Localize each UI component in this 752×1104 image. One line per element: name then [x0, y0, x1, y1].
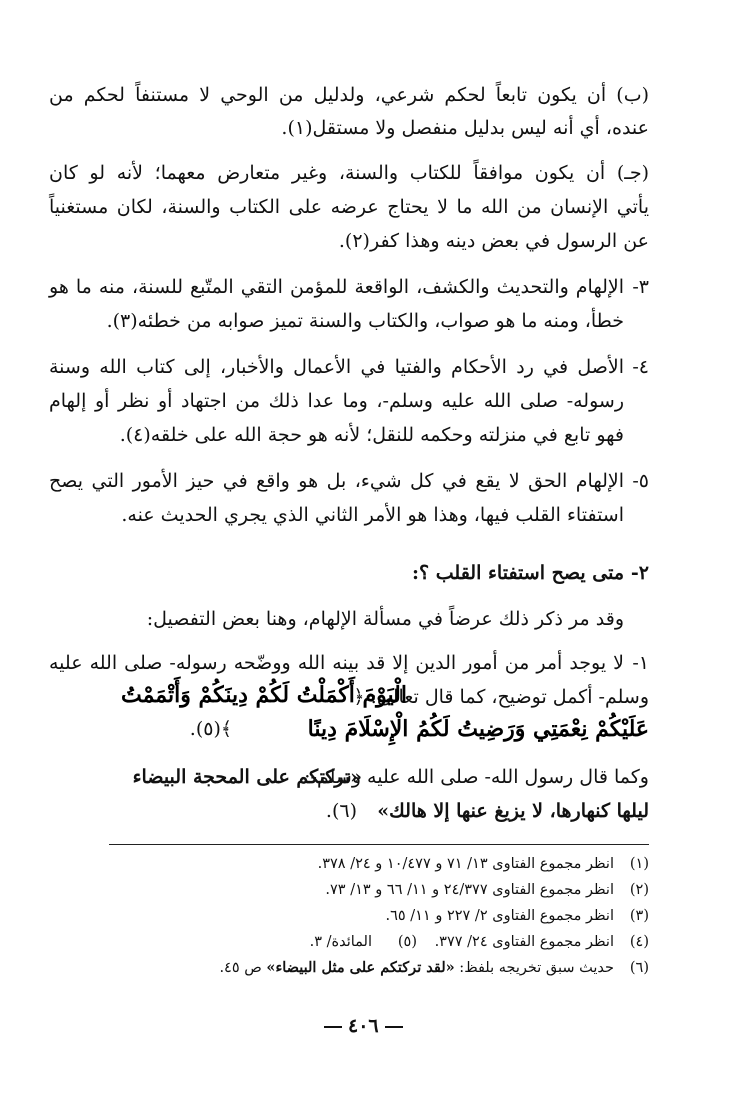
- item-b-line-1: (ب) أن يكون تابعاً لحكم شرعي، ولدليل من الوحي لا مستنفاً لحكم من: [49, 84, 649, 106]
- footnote-separator: [109, 844, 649, 845]
- page-number-dash-right: [385, 1026, 403, 1028]
- page-number-value: ٤٠٦: [348, 1015, 379, 1037]
- point-3-line-2: خطأ، ومنه ما هو صواب، والكتاب والسنة تميز صوابه من خطئه(٣).: [106, 310, 624, 332]
- section-heading: متى يصح استفتاء القلب ؟:: [412, 562, 624, 584]
- footnote-2-text: انظر مجموع الفتاوى ٢٤/٣٧٧ و ١١/ ٦٦ و ١٣/ ٧٣.: [325, 882, 614, 898]
- point-3-number: ٣-: [632, 276, 649, 298]
- hadith-line-1-quote: «تركتكم على المحجة البيضاء: [132, 766, 362, 788]
- point-4-line-2: رسوله- صلى الله عليه وسلم-، وما عدا ذلك من اجتهاد أو نظر أو إلهام: [49, 390, 624, 412]
- section-heading-number: ٢-: [630, 562, 649, 584]
- footnote-6-text-quote: «لقد تركتكم على مثل البيضاء»: [266, 959, 455, 976]
- point-1-line-2-intro: وسلم- أكمل توضيح، كما قال تعالى: ﴿: [353, 686, 649, 708]
- item-b-line-2: عنده، أي أنه ليس بدليل منفصل ولا مستقل(١).: [281, 117, 649, 139]
- footnote-5-number: (٥): [397, 934, 417, 950]
- point-4-line-3: فهو تابع في منزلته وحكمه للنقل؛ لأنه هو حجة الله على خلقه(٤).: [119, 424, 624, 446]
- quran-verse-line-2: عَلَيْكُمْ نِعْمَتِي وَرَضِيتُ لَكُمُ الْإِسْلَامَ دِينًا: [307, 716, 649, 742]
- footnote-6-number: (٦): [629, 960, 649, 976]
- page-number-dash-left: [324, 1026, 342, 1028]
- page-number: [318, 1015, 409, 1037]
- point-1-line-1: لا يوجد أمر من أمور الدين إلا قد بينه الله ووضّحه رسوله- صلى الله عليه: [49, 652, 624, 674]
- hadith-line-1-intro: وكما قال رسول الله- صلى الله عليه وسلم-:: [304, 766, 649, 788]
- hadith-line-2-ref: (٦).: [325, 800, 357, 822]
- item-j-line-3: عن الرسول في بعض دينه وهذا كفر(٢).: [338, 230, 649, 252]
- footnote-1-text: انظر مجموع الفتاوى ١٣/ ٧١ و ١٠/٤٧٧ و ٢٤/ ٣٧٨.: [317, 856, 614, 872]
- footnote-5-text: المائدة/ ٣.: [309, 934, 372, 950]
- quran-verse-line-1: الْيَوْمَ أَكْمَلْتُ لَكُمْ دِينَكُمْ وَأَتْمَمْتُ: [120, 682, 407, 708]
- quran-verse-close: ﴾(٥).: [189, 718, 232, 740]
- footnote-6-text-page: ص ٤٥.: [219, 960, 267, 976]
- point-5-number: ٥-: [632, 470, 649, 492]
- footnote-4-text: انظر مجموع الفتاوى ٢٤/ ٣٧٧.: [434, 934, 614, 950]
- hadith-line-2-quote: ليلها كنهارها، لا يزيغ عنها إلا هالك»: [377, 800, 649, 822]
- footnote-6-text: [219, 957, 614, 979]
- footnote-6-text-intro: حديث سبق تخريجه بلفظ:: [454, 960, 614, 976]
- point-3-line-1: الإلهام والتحديث والكشف، الواقعة للمؤمن التقي المتّبع للسنة، منه ما هو: [49, 276, 624, 298]
- point-1-number: ١-: [632, 652, 649, 674]
- point-5-line-1: الإلهام الحق لا يقع في كل شيء، بل هو واقع في حيز الأمور التي يصح: [49, 470, 624, 492]
- point-4-number: ٤-: [632, 356, 649, 378]
- footnote-4-number: (٤): [629, 934, 649, 950]
- point-4-line-1: الأصل في رد الأحكام والفتيا في الأعمال والأخبار، إلى كتاب الله وسنة: [49, 356, 624, 378]
- footnote-3-text: انظر مجموع الفتاوى ٢/ ٢٢٧ و ١١/ ٦٥.: [385, 908, 614, 924]
- footnote-3-number: (٣): [629, 908, 649, 924]
- item-j-line-2: يأتي الإنسان من الله ما لا يحتاج عرضه على الكتاب والسنة، لكان مستغنياً: [49, 196, 649, 218]
- footnote-2-number: (٢): [629, 882, 649, 898]
- intro-paragraph: وقد مر ذكر ذلك عرضاً في مسألة الإلهام، وهنا بعض التفصيل:: [146, 608, 624, 630]
- footnote-1-number: (١): [629, 856, 649, 872]
- item-j-line-1: (جـ) أن يكون موافقاً للكتاب والسنة، وغير متعارض معهما؛ لأنه لو كان: [49, 162, 649, 184]
- point-5-line-2: استفتاء القلب فيها، وهذا هو الأمر الثاني الذي يجري الحديث عنه.: [121, 504, 624, 526]
